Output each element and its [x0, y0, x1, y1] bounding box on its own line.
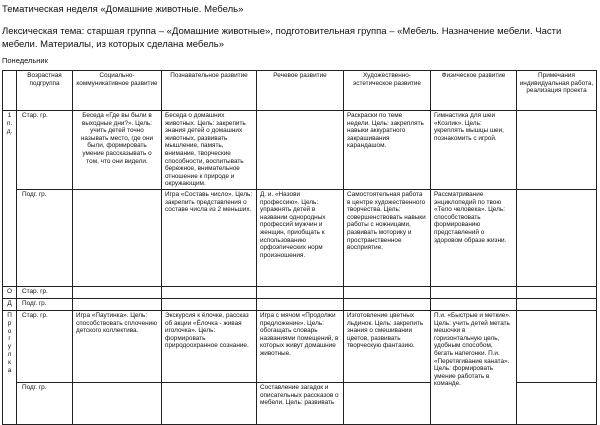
- cell-social: [73, 189, 162, 286]
- cell-cognitive: [162, 382, 257, 424]
- cell-social: [73, 286, 162, 298]
- cell-speech: [257, 111, 344, 190]
- cell-social: Беседа «Где вы были в выходные дни?». Цель: учить детей точно называть место, где они были, формировать умение рассказывать о том, что они видели.: [73, 111, 162, 190]
- cell-speech: Игра с мячом «Продолжи предложение». Цель: обогащать словарь названиями помещений, в которых живут домашние животные.: [257, 310, 344, 382]
- cell-art: [344, 298, 431, 310]
- cell-age: Подг. гр.: [17, 189, 73, 286]
- cell-social: [73, 382, 162, 424]
- row-label-od-bottom: Д: [3, 298, 17, 310]
- header-row-label: [3, 71, 17, 111]
- table-row: [3, 286, 597, 298]
- table-row: [3, 111, 597, 190]
- cell-speech: Составление загадок и описательных рассказов о мебели. Цель: развивать: [257, 382, 344, 424]
- cell-physical: П.и. «Быстрые и меткие». Цель: учить детей метать мешочки в горизонтальную цель, удобным способом, бегать напегонки. П.и. «Перетягивание каната». Цель: формировать умение работать в команде.: [431, 310, 517, 424]
- cell-social: [73, 298, 162, 310]
- cell-age: Стар. гр.: [17, 310, 73, 382]
- cell-physical: [431, 298, 517, 310]
- cell-art: [344, 286, 431, 298]
- cell-notes: [517, 298, 597, 310]
- cell-cognitive: Беседа о домашних животных. Цель: закрепить знания детей о домашних животных, развивать мышление, память, внимание, творческие способности, воспитывать бережное, внимательное отношение к природе и окружающим.: [162, 111, 257, 190]
- day-label: Понедельник: [2, 56, 48, 65]
- header-art: Художественно-эстетическое развитие: [344, 71, 431, 111]
- cell-notes: [517, 310, 597, 382]
- row-label-walk: П р о г у л к а: [3, 310, 17, 424]
- table-row: [3, 298, 597, 310]
- header-notes: Примечания индивидуальная работа, реализация проекта: [517, 71, 597, 111]
- cell-physical: Гимнастика для шеи «Козлик». Цель: укреплять мышцы шеи, познакомить с игрой.: [431, 111, 517, 190]
- cell-age: Стар. гр.: [17, 111, 73, 190]
- cell-cognitive: [162, 298, 257, 310]
- cell-social: Игра «Паутинка». Цель: способствовать сплочению детского коллектива.: [73, 310, 162, 382]
- cell-notes: [517, 382, 597, 424]
- cell-notes: [517, 189, 597, 286]
- table-row: [3, 189, 597, 286]
- cell-speech: [257, 298, 344, 310]
- cell-notes: [517, 111, 597, 190]
- cell-notes: [517, 286, 597, 298]
- cell-cognitive: Игра «Составь число». Цель: закрепить представления о составе числа из 2 меньших.: [162, 189, 257, 286]
- header-age: Возрастная подгруппа: [17, 71, 73, 111]
- header-cognitive: Познавательное развитие: [162, 71, 257, 111]
- cell-cognitive: [162, 286, 257, 298]
- header-physical: Физическое развитие: [431, 71, 517, 111]
- plan-table: [2, 70, 597, 425]
- theme-week-title: Тематическая неделя «Домашние животные. Мебель»: [2, 4, 244, 15]
- cell-age: Подг. гр.: [17, 298, 73, 310]
- cell-speech: [257, 286, 344, 298]
- cell-speech: Д. и. «Назови профессию». Цель: упражнять детей в названии однородных профессий мужчин и женщин, приобщать к использованию орфоэпических норм произношения.: [257, 189, 344, 286]
- cell-cognitive: Экскурсия к ёлочке, рассказ об акции «Ёлочка - живая иголочка». Цель: формировать природоохранное сознание.: [162, 310, 257, 382]
- row-label-first-half: 1 п. д.: [3, 111, 17, 287]
- cell-age: Стар. гр.: [17, 286, 73, 298]
- cell-art: Раскраски по теме недели. Цель: закреплять навыки аккуратного закрашивания карандашом.: [344, 111, 431, 190]
- cell-age: Подг. гр.: [17, 382, 73, 424]
- cell-art: Изготовление цветных льдинок. Цель: закрепить знания о смешивании цветов, развивать творческую фантазию.: [344, 310, 431, 382]
- table-row: [3, 310, 597, 382]
- cell-art: [344, 382, 431, 424]
- header-row: [3, 71, 597, 111]
- cell-physical: [431, 286, 517, 298]
- cell-art: Самостоятельная работа в центре художественного творчества. Цель: совершенствовать навыки работы с ножницами, развивать моторику и пространственное восприятие.: [344, 189, 431, 286]
- cell-physical: Рассматривание энциклопедий по твою «Тело человека». Цель: способствовать формированию представлений о здоровом образе жизни.: [431, 189, 517, 286]
- lexical-theme: Лексическая тема: старшая группа – «Домашние животные», подготовительная группа – «Мебель. Назначение мебели. Части мебели. Материалы, из которых сделана мебель»: [2, 26, 562, 50]
- header-speech: Речевое развитие: [257, 71, 344, 111]
- header-social: Социально-коммуникативное развитие: [73, 71, 162, 111]
- row-label-od-top: О: [3, 286, 17, 298]
